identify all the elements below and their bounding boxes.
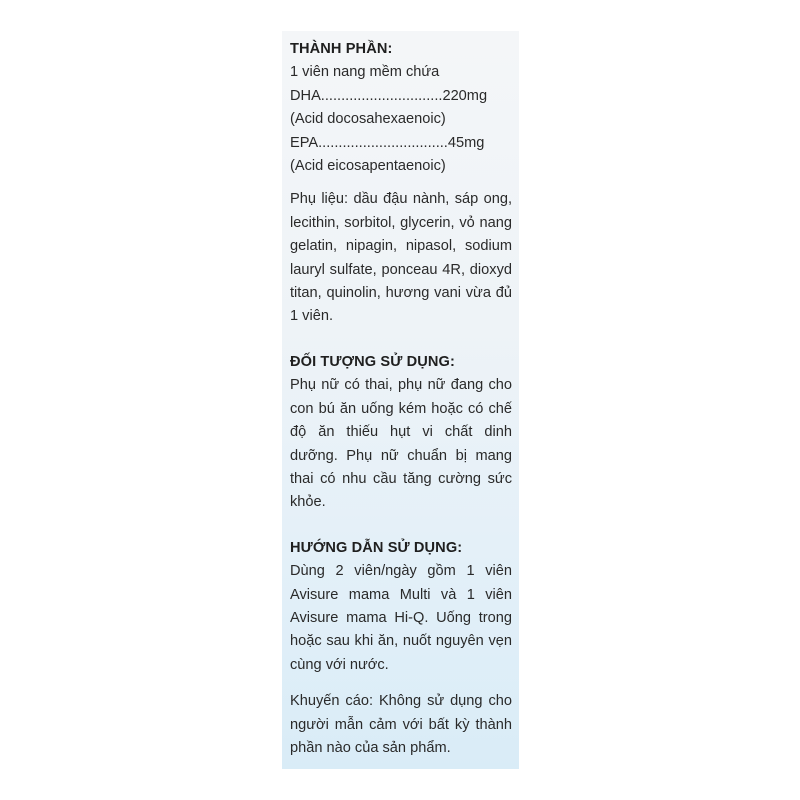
composition-heading: THÀNH PHẦN: [290,41,393,57]
target-users-heading: ĐỐI TƯỢNG SỬ DỤNG: [290,353,455,370]
composition-line-dha-name: (Acid docosahexaenoic) [290,111,446,128]
composition-line-epa: EPA................................45mg [290,134,485,151]
target-users-paragraph: Phụ nữ có thai, phụ nữ đang cho con bú ăn uống kém hoặc có chế độ ăn thiếu hụt vi chất dinh dưỡng. Phụ nữ chuẩn bị mang thai có nhu cầu tăng cường sức khỏe. [290,377,512,511]
composition-line-capsule: 1 viên nang mềm chứa [290,64,440,81]
usage-paragraph: Dùng 2 viên/ngày gồm 1 viên Avisure mama Multi và 1 viên Avisure mama Hi-Q. Uống trong hoặc sau khi ăn, nuốt nguyên vẹn cùng với nước. [290,563,512,673]
product-info-panel [282,31,519,769]
composition-line-dha: DHA..............................220mg [290,87,488,104]
warning-paragraph: Khuyến cáo: Không sử dụng cho người mẫn cảm với bất kỳ thành phần nào của sản phẩm. [290,693,512,756]
usage-heading: HƯỚNG DẪN SỬ DỤNG: [290,539,463,556]
excipients-paragraph: Phụ liệu: dầu đậu nành, sáp ong, lecithin, sorbitol, glycerin, vỏ nang gelatin, nipagin, nipasol, sodium lauryl sulfate, ponceau 4R, dioxyd titan, quinolin, hương vani vừa đủ 1 viên. [290,191,512,325]
composition-line-epa-name: (Acid eicosapentaenoic) [290,158,446,175]
